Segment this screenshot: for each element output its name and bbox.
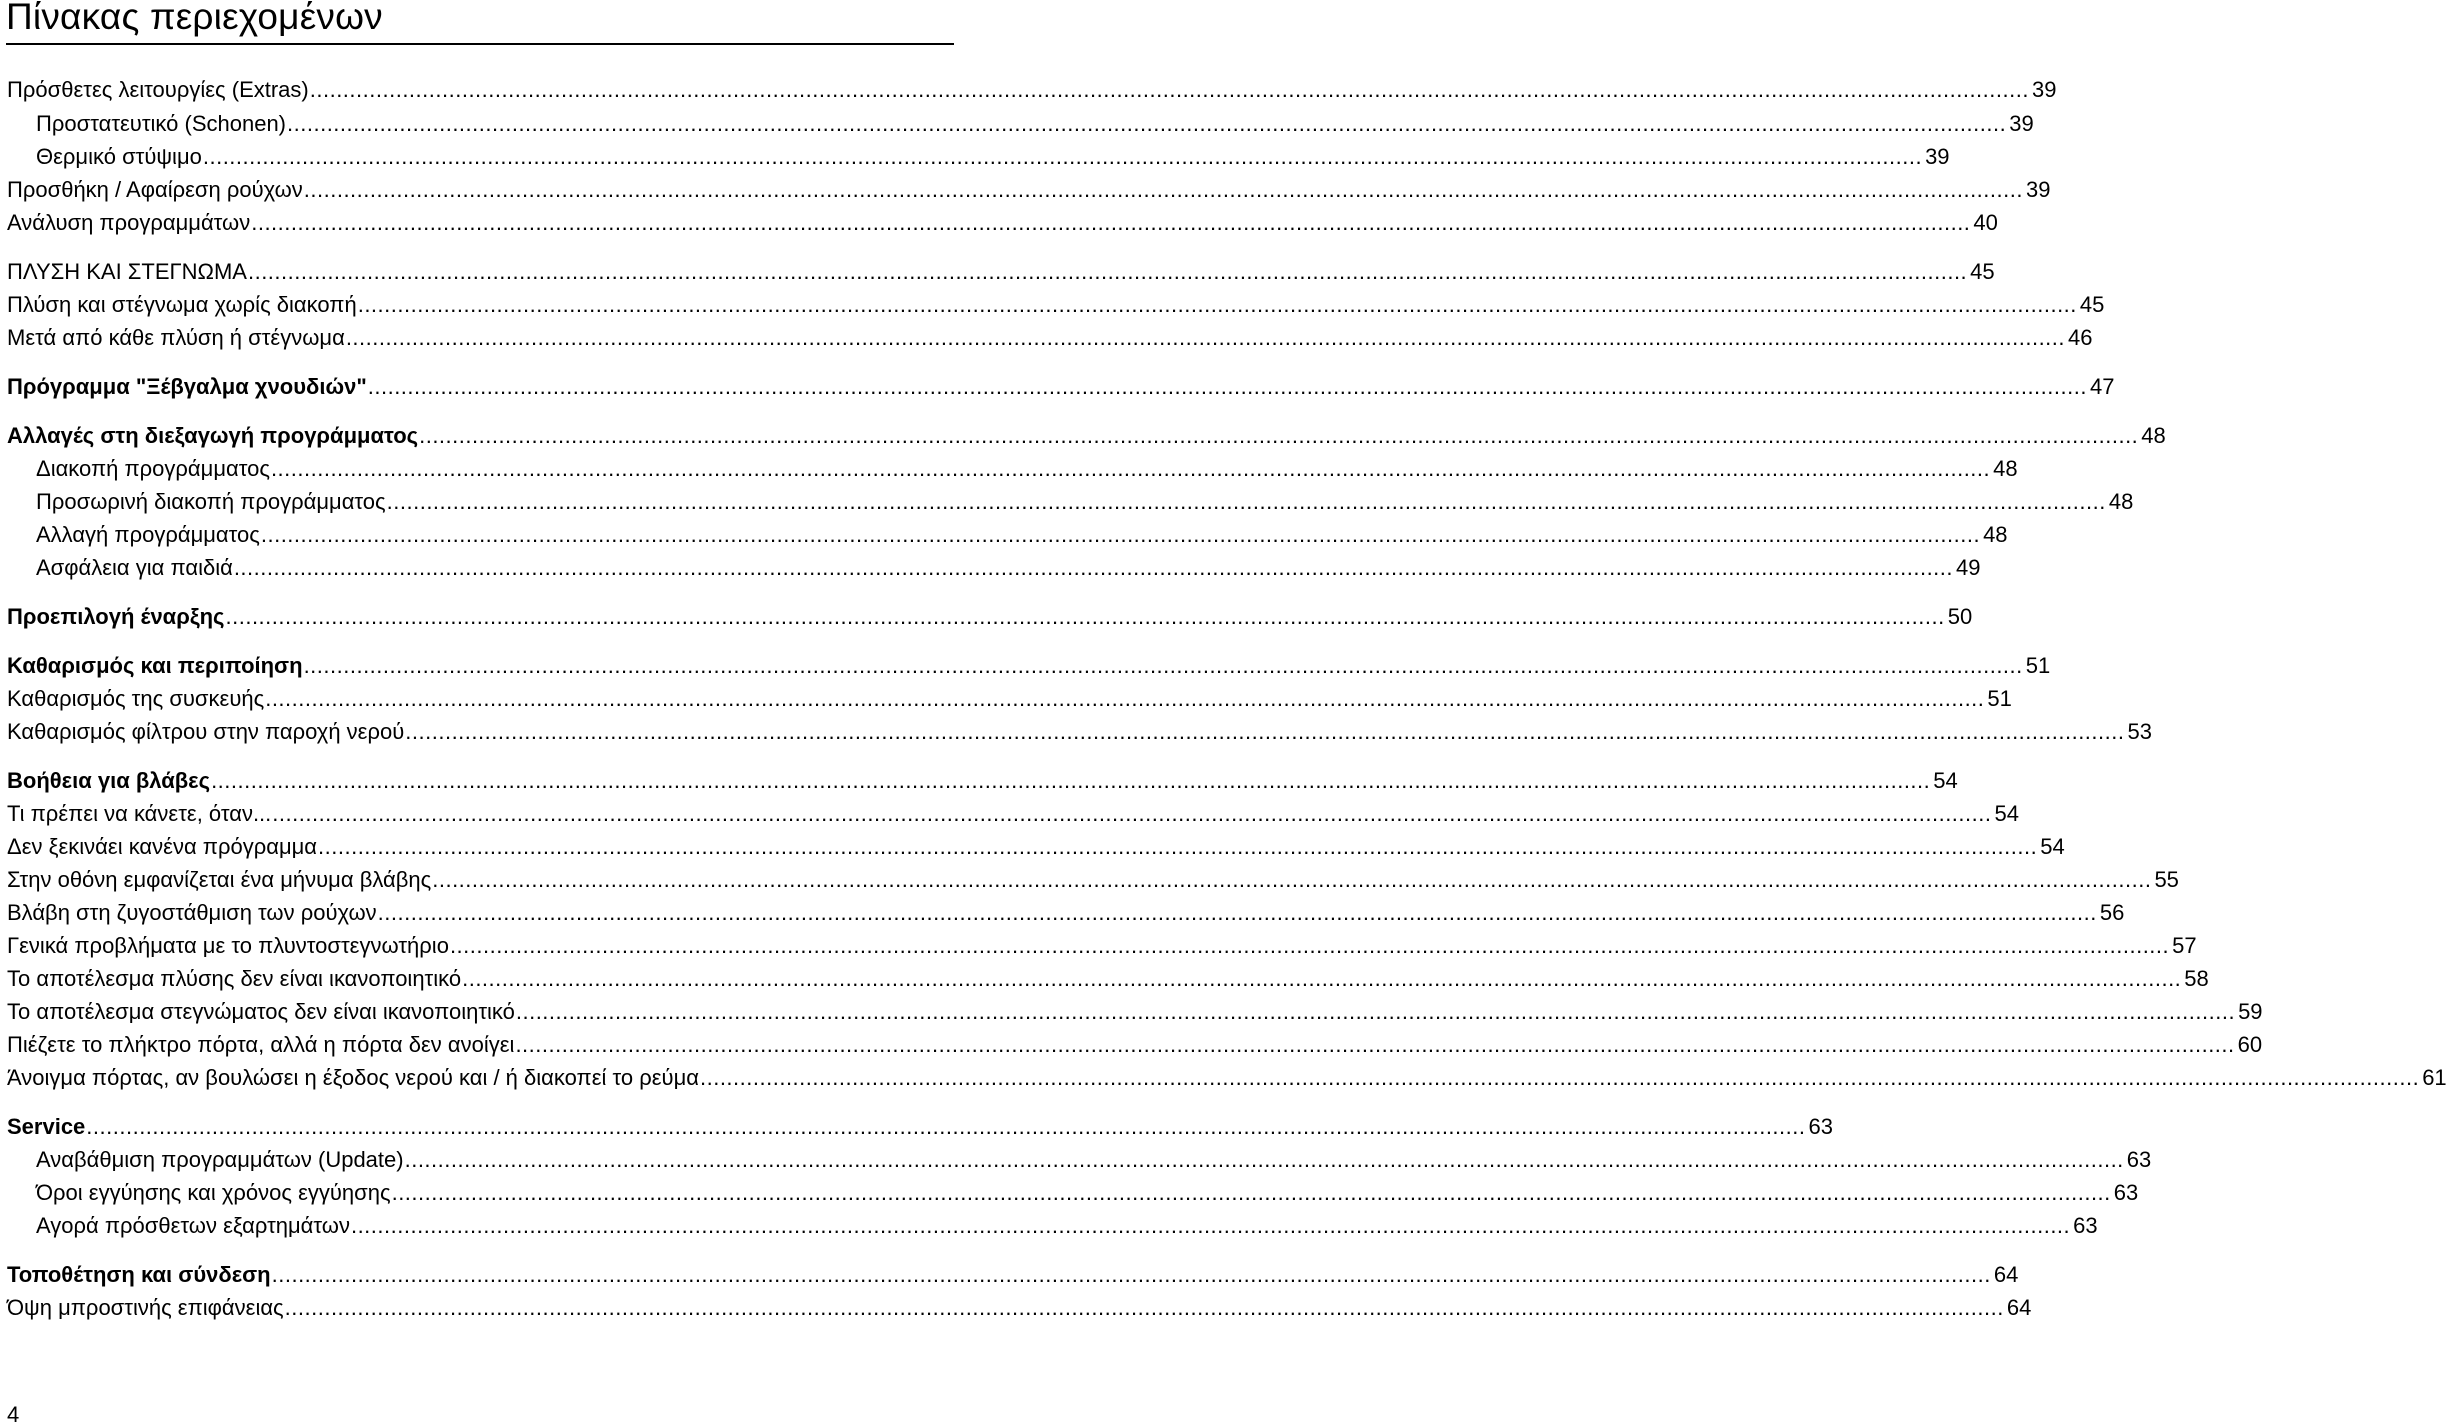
dot-leader: .................................................................................................................................................................................................................................................................... [432,867,2152,892]
toc-entry-label: Πρόγραμμα "Ξέβγαλμα χνουδιών" [7,374,367,399]
toc-entry-label: Όροι εγγύησης και χρόνος εγγύησης [36,1180,391,1205]
toc-entry-page: 46 [2068,325,2093,350]
toc-entry-page: 54 [1994,801,2019,826]
toc-entry-page: 40 [1973,210,1998,235]
toc-entry[interactable] [7,324,2093,352]
toc-entry-label: Το αποτέλεσμα πλύσης δεν είναι ικανοποιητικό [7,966,462,991]
toc-entry-page: 54 [2040,834,2065,859]
toc-entry-page: 48 [1983,522,2008,547]
toc-entry[interactable] [36,1146,2152,1174]
toc-entry-page: 39 [2031,77,2057,102]
dot-leader: .................................................................................................................................................................................................................................................................... [405,719,2125,744]
toc-entry-label: Στην οθόνη εμφανίζεται ένα μήνυμα βλάβης [7,867,432,892]
toc-entry-label: Όψη μπροστινής επιφάνειας [7,1295,284,1320]
toc-entry-label: Προστατευτικό (Schonen) [36,111,287,136]
dot-leader: .................................................................................................................................................................................................................................................................... [284,1295,2004,1320]
page-number: 4 [7,1402,20,1427]
dot-leader: .................................................................................................................................................................................................................................................................... [225,604,1945,629]
toc-entry-page: 48 [1993,456,2018,481]
toc-entry-label: Προσθήκη / Αφαίρεση ρούχων [7,177,303,202]
toc-entry-label: ΠΛΥΣΗ ΚΑΙ ΣΤΕΓΝΩΜΑ [7,259,247,284]
toc-entry-page: 60 [2237,1032,2263,1057]
dot-leader: .................................................................................................................................................................................................................................................................... [357,292,2077,317]
dot-leader: .................................................................................................................................................................................................................................................................... [350,1213,2071,1238]
dot-leader: .................................................................................................................................................................................................................................................................... [386,489,2106,514]
toc-entry-page: 54 [1933,768,1958,793]
dot-leader: .................................................................................................................................................................................................................................................................... [303,653,2023,678]
toc-entry-page: 49 [1956,555,1981,580]
toc-entry[interactable] [36,455,2018,483]
dot-leader: .................................................................................................................................................................................................................................................................... [247,259,1968,284]
dot-leader: .................................................................................................................................................................................................................................................................... [271,1262,1991,1287]
dot-leader: .................................................................................................................................................................................................................................................................... [272,801,1992,826]
toc-entry-page: 47 [2089,374,2115,399]
toc-entry-page: 61 [2422,1065,2447,1090]
dot-leader: .................................................................................................................................................................................................................................................................... [265,686,1985,711]
toc-entry[interactable] [36,1212,2098,1240]
toc-entry-label: Πλύση και στέγνωμα χωρίς διακοπή [7,292,357,317]
dot-leader: .................................................................................................................................................................................................................................................................... [260,522,1981,547]
dot-leader: .................................................................................................................................................................................................................................................................... [462,966,2182,991]
toc-entry-label: Προεπιλογή έναρξης [7,604,225,629]
toc-entry[interactable] [36,143,1950,171]
toc-entry-label: Διακοπή προγράμματος [36,456,270,481]
toc-entry-label: Δεν ξεκινάει κανένα πρόγραμμα [7,834,318,859]
toc-entry[interactable] [7,652,2051,680]
toc-entry-label: Αγορά πρόσθετων εξαρτημάτων [36,1213,350,1238]
toc-entry[interactable] [7,833,2065,861]
toc-entry[interactable] [7,718,2152,746]
dot-leader: .................................................................................................................................................................................................................................................................... [449,933,2170,958]
toc-entry-page: 57 [2172,933,2197,958]
title-underline [6,43,954,45]
toc-entry-label: Καθαρισμός φίλτρου στην παροχή νερού [7,719,405,744]
toc-entry-page: 39 [1925,144,1950,169]
toc-entry-label: Καθαρισμός και περιποίηση [7,653,303,678]
toc-entry[interactable] [7,998,2263,1026]
toc-entry-label: Ασφάλεια για παιδιά [36,555,233,580]
toc-entry[interactable] [7,1294,2032,1322]
toc-entry-page: 51 [2025,653,2051,678]
dot-leader: .................................................................................................................................................................................................................................................................... [251,210,1971,235]
toc-entry-page: 63 [2113,1180,2139,1205]
toc-entry[interactable] [7,1031,2263,1059]
toc-entry-label: Βοήθεια για βλάβες [7,768,211,793]
dot-leader: .................................................................................................................................................................................................................................................................... [377,900,2097,925]
toc-entry[interactable] [7,1064,2447,1092]
toc-entry-label: Άνοιγμα πόρτας, αν βουλώσει η έξοδος νερού και / ή διακοπεί το ρεύμα [7,1065,699,1090]
toc-entry[interactable] [7,1113,1833,1141]
toc-entry-label: Αλλαγές στη διεξαγωγή προγράμματος [7,423,419,448]
toc-entry-page: 45 [2079,292,2105,317]
toc-entry-label: Πρόσθετες λειτουργίες (Extras) [7,77,309,102]
toc-entry[interactable] [7,965,2209,993]
toc-entry[interactable] [7,258,1995,286]
toc-entry-page: 58 [2184,966,2209,991]
toc-entry-page: 48 [2141,423,2166,448]
toc-entry-label: Αλλαγή προγράμματος [36,522,260,547]
toc-entry-page: 59 [2238,999,2263,1024]
dot-leader: .................................................................................................................................................................................................................................................................... [318,834,2038,859]
toc-entry[interactable] [36,554,1981,582]
toc-entry-page: 39 [2009,111,2034,136]
toc-entry-label: Τι πρέπει να κάνετε, όταν... [7,801,272,826]
toc-entry-label: Πιέζετε το πλήκτρο πόρτα, αλλά η πόρτα δεν ανοίγει [7,1032,515,1057]
toc-entry-page: 48 [2108,489,2134,514]
toc-entry[interactable] [7,899,2125,927]
dot-leader: .................................................................................................................................................................................................................................................................... [86,1114,1806,1139]
dot-leader: .................................................................................................................................................................................................................................................................... [309,77,2029,102]
dot-leader: .................................................................................................................................................................................................................................................................... [270,456,1991,481]
toc-entry[interactable] [36,521,2008,549]
toc-entry-page: 53 [2127,719,2152,744]
toc-entry[interactable] [7,1261,2019,1289]
dot-leader: .................................................................................................................................................................................................................................................................... [367,374,2087,399]
toc-entry-label: Προσωρινή διακοπή προγράμματος [36,489,386,514]
page-title: Πίνακας περιεχομένων [6,0,383,37]
dot-leader: .................................................................................................................................................................................................................................................................... [233,555,1954,580]
dot-leader: .................................................................................................................................................................................................................................................................... [303,177,2023,202]
toc-entry-label: Θερμικό στύψιμο [36,144,202,169]
toc-entry-page: 63 [2126,1147,2152,1172]
toc-entry[interactable] [36,1179,2139,1207]
dot-leader: .................................................................................................................................................................................................................................................................... [515,999,2236,1024]
toc-entry-page: 55 [2154,867,2179,892]
toc-entry-label: Βλάβη στη ζυγοστάθμιση των ρούχων [7,900,377,925]
dot-leader: .................................................................................................................................................................................................................................................................... [404,1147,2124,1172]
toc-entry[interactable] [36,488,2134,516]
toc-entry[interactable] [7,767,1958,795]
toc-entry-label: Καθαρισμός της συσκευής [7,686,265,711]
toc-entry[interactable] [7,422,2166,450]
toc-entry-label: Αναβάθμιση προγραμμάτων (Update) [36,1147,404,1172]
toc-entry-page: 56 [2099,900,2125,925]
toc-entry[interactable] [7,373,2115,401]
toc-entry-label: Γενικά προβλήματα με το πλυντοστεγνωτήριο [7,933,449,958]
toc-entry-page: 45 [1970,259,1995,284]
dot-leader: .................................................................................................................................................................................................................................................................... [515,1032,2235,1057]
toc-entry-page: 39 [2025,177,2051,202]
dot-leader: .................................................................................................................................................................................................................................................................... [419,423,2139,448]
toc-entry-label: Τοποθέτηση και σύνδεση [7,1262,271,1287]
dot-leader: .................................................................................................................................................................................................................................................................... [287,111,2007,136]
toc-entry[interactable] [7,603,1973,631]
toc-entry-page: 64 [2006,1295,2032,1320]
toc-entry[interactable] [7,932,2197,960]
toc-entry-label: Service [7,1114,86,1139]
toc-entry-label: Μετά από κάθε πλύση ή στέγνωμα [7,325,345,350]
toc-entry-page: 63 [1808,1114,1833,1139]
toc-entry-page: 50 [1947,604,1973,629]
toc-entry[interactable] [7,866,2179,894]
toc-entry-label: Το αποτέλεσμα στεγνώματος δεν είναι ικανοποιητικό [7,999,515,1024]
dot-leader: .................................................................................................................................................................................................................................................................... [211,768,1931,793]
dot-leader: .................................................................................................................................................................................................................................................................... [202,144,1923,169]
toc-entry[interactable] [7,800,2019,828]
toc-entry-page: 63 [2073,1213,2098,1238]
toc-entry-label: Ανάλυση προγραμμάτων [7,210,251,235]
dot-leader: .................................................................................................................................................................................................................................................................... [345,325,2066,350]
dot-leader: .................................................................................................................................................................................................................................................................... [699,1065,2420,1090]
toc-entry-page: 64 [1993,1262,2019,1287]
toc-entry-page: 51 [1987,686,2012,711]
toc-entry[interactable] [7,176,2051,204]
toc-entry[interactable] [7,76,2057,104]
toc-entry[interactable] [36,110,2034,138]
toc-entry[interactable] [7,291,2105,319]
toc-entry[interactable] [7,209,1998,237]
toc-entry[interactable] [7,685,2012,713]
dot-leader: .................................................................................................................................................................................................................................................................... [391,1180,2111,1205]
